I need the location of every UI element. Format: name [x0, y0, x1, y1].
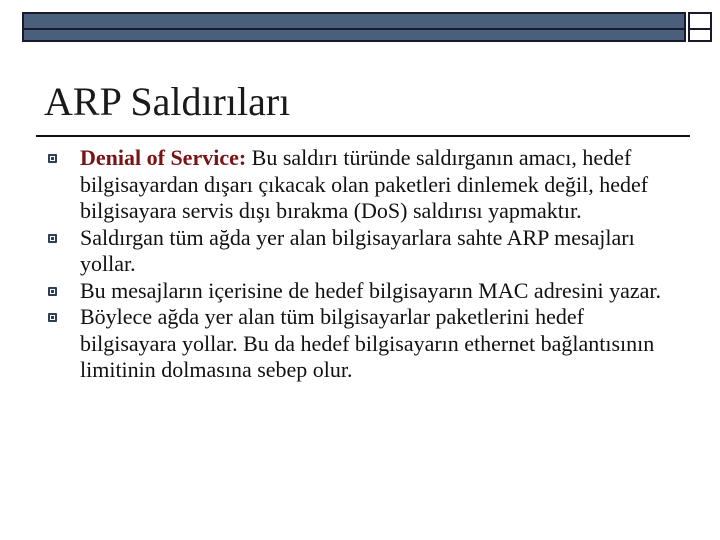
bullet-lead: Denial of Service: [80, 145, 247, 170]
bullet-item-fake-arp [44, 225, 684, 278]
bullet-text: Bu saldırı türünde saldırganın amacı, hedef bilgisayardan dışarı çıkacak olan paketleri dinlemek değil, hedef bilgisayara servis dışı bırakma (DoS) saldırısı yapmaktır. [80, 145, 649, 223]
bullet-text: Böylece ağda yer alan tüm bilgisayarlar paketlerini hedef bilgisayara yollar. Bu da hedef bilgisayarın ethernet bağlantısının limitinin dolmasına sebep olur. [80, 304, 655, 382]
square-bullet-icon [48, 313, 57, 322]
bullet-item-bandwidth [44, 304, 684, 384]
header-band [22, 12, 686, 42]
header-decoration [22, 12, 712, 42]
header-corner-box [688, 12, 712, 42]
square-bullet-icon [48, 154, 57, 163]
square-bullet-icon [48, 234, 57, 243]
header-band-line [24, 28, 684, 30]
bullet-text: Saldırgan tüm ağda yer alan bilgisayarlara sahte ARP mesajları yollar. [80, 224, 635, 276]
bullet-item-mac-address [44, 278, 684, 305]
bullet-text: Bu mesajların içerisine de hedef bilgisayarın MAC adresini yazar. [80, 277, 661, 303]
header-corner-line [690, 28, 710, 30]
square-bullet-icon [48, 287, 57, 296]
bullet-list [44, 145, 684, 384]
slide-title: ARP Saldırıları [44, 79, 291, 124]
bullet-item-denial-of-service [44, 145, 684, 225]
title-underline [36, 135, 690, 137]
